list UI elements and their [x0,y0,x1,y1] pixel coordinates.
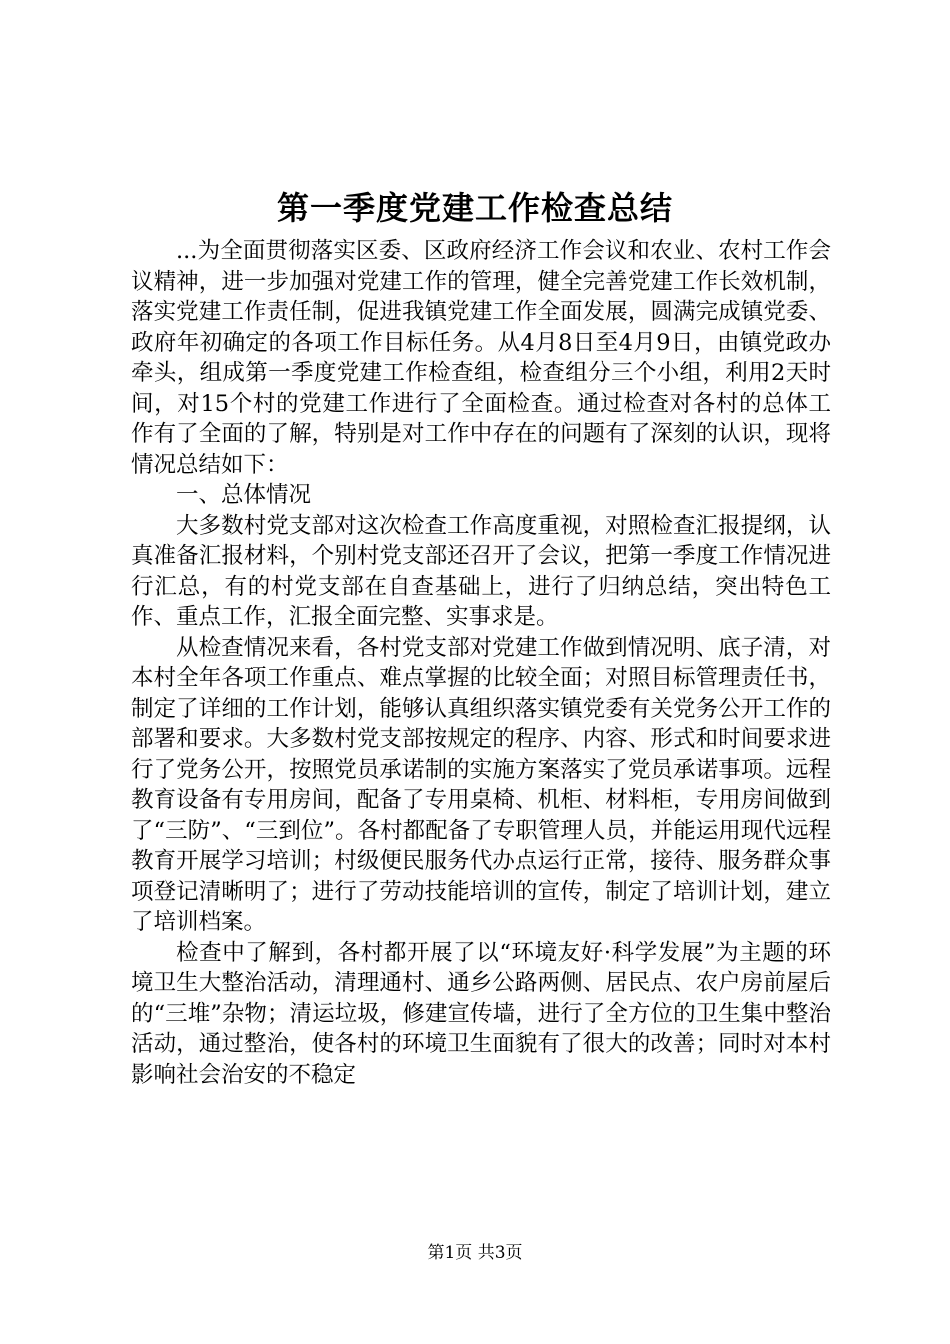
document-title: 第一季度党建工作检查总结 [276,189,673,227]
section-heading-overall: 一、总体情况 [176,482,312,508]
body-paragraph: 从检查情况来看，各村党支部对党建工作做到情况明、底子清，对本村全年各项工作重点、难点掌握的比较全面；对照目标管理责任书，制定了详细的工作计划，能够认真组织落实镇党委有关党务公开工作的部署和要求。大多数村党支部按规定的程序、内容、形式和时间要求进行了党务公开，按照党员承诺制的实施方案落实了党员承诺事项。远程教育设备有专用房间，配备了专用桌椅、机柜、材料柜，专用房间做到了“三防”、“三到位”。各村都配备了专职管理人员，并能运用现代远程教育开展学习培训；村级便民服务代办点运行正常，接待、服务群众事项登记清晰明了；进行了劳动技能培训的宣传，制定了培训计划，建立了培训档案。 [131,634,831,935]
page-footer: 第1页 共3页 [427,1243,523,1263]
body-paragraph: 大多数村党支部对这次检查工作高度重视，对照检查汇报提纲，认真准备汇报材料，个别村党支部还召开了会议，把第一季度工作情况进行汇总，有的村党支部在自查基础上，进行了归纳总结，突出特色工作、重点工作，汇报全面完整、实事求是。 [131,512,831,630]
intro-paragraph: ...为全面贯彻落实区委、区政府经济工作会议和农业、农村工作会议精神，进一步加强对党建工作的管理，健全完善党建工作长效机制，落实党建工作责任制，促进我镇党建工作全面发展，圆满完成镇党委、政府年初确定的各项工作目标任务。从4月8日至4月9日，由镇党政办牵头，组成第一季度党建工作检查组，检查组分三个小组，利用2天时间，对15个村的党建工作进行了全面检查。通过检查对各村的总体工作有了全面的了解，特别是对工作中存在的问题有了深刻的认识，现将情况总结如下： [131,238,831,478]
document-body [131,236,831,1090]
body-paragraph: 检查中了解到，各村都开展了以“环境友好·科学发展”为主题的环境卫生大整治活动，清理通村、通乡公路两侧、居民点、农户房前屋后的“三堆”杂物；清运垃圾，修建宣传墙，进行了全方位的卫生集中整治活动，通过整治，使各村的环境卫生面貌有了很大的改善；同时对本村影响社会治安的不稳定 [131,939,831,1088]
